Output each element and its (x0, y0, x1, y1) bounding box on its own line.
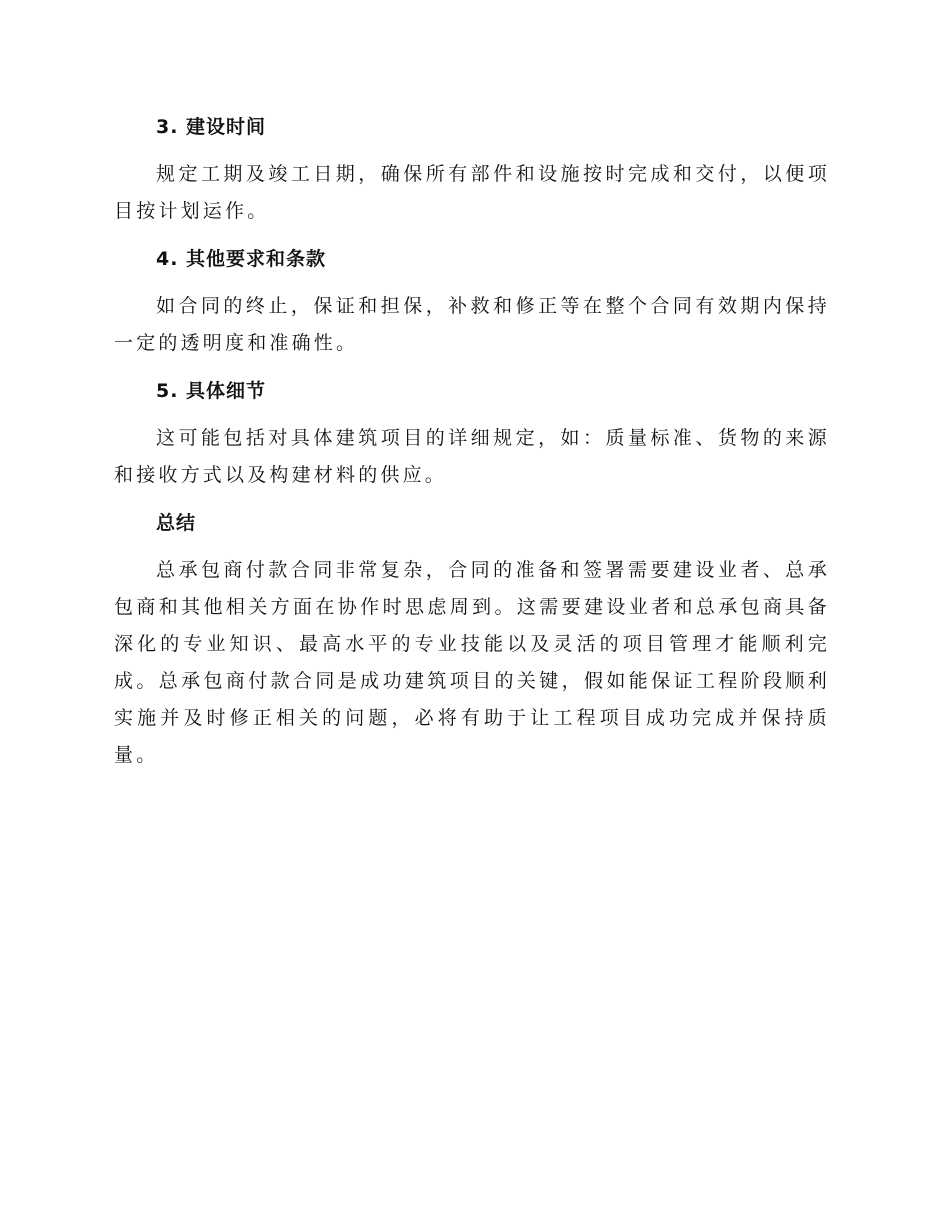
section-heading: 总结 (156, 512, 197, 534)
section-paragraph: 规定工期及竣工日期，确保所有部件和设施按时完成和交付，以便项目按计划运作。 (114, 163, 830, 222)
document-page (114, 108, 830, 784)
section-heading: 4. 其他要求和条款 (156, 248, 327, 270)
section-other-requirements (114, 240, 830, 362)
section-specific-details (114, 372, 830, 494)
section-paragraph: 这可能包括对具体建筑项目的详细规定，如：质量标准、货物的来源和接收方式以及构建材料的供应。 (114, 427, 830, 486)
section-heading: 5. 具体细节 (156, 380, 267, 402)
section-paragraph: 如合同的终止，保证和担保，补救和修正等在整个合同有效期内保持一定的透明度和准确性。 (114, 295, 830, 354)
section-paragraph: 总承包商付款合同非常复杂，合同的准备和签署需要建设业者、总承包商和其他相关方面在协作时思虑周到。这需要建设业者和总承包商具备深化的专业知识、最高水平的专业技能以及灵活的项目管理才能顺利完成。总承包商付款合同是成功建筑项目的关键，假如能保证工程阶段顺利实施并及时修正相关的问题，必将有助于让工程项目成功完成并保持质量。 (114, 559, 830, 766)
section-construction-time (114, 108, 830, 230)
section-summary (114, 504, 830, 774)
section-heading: 3. 建设时间 (156, 116, 267, 138)
